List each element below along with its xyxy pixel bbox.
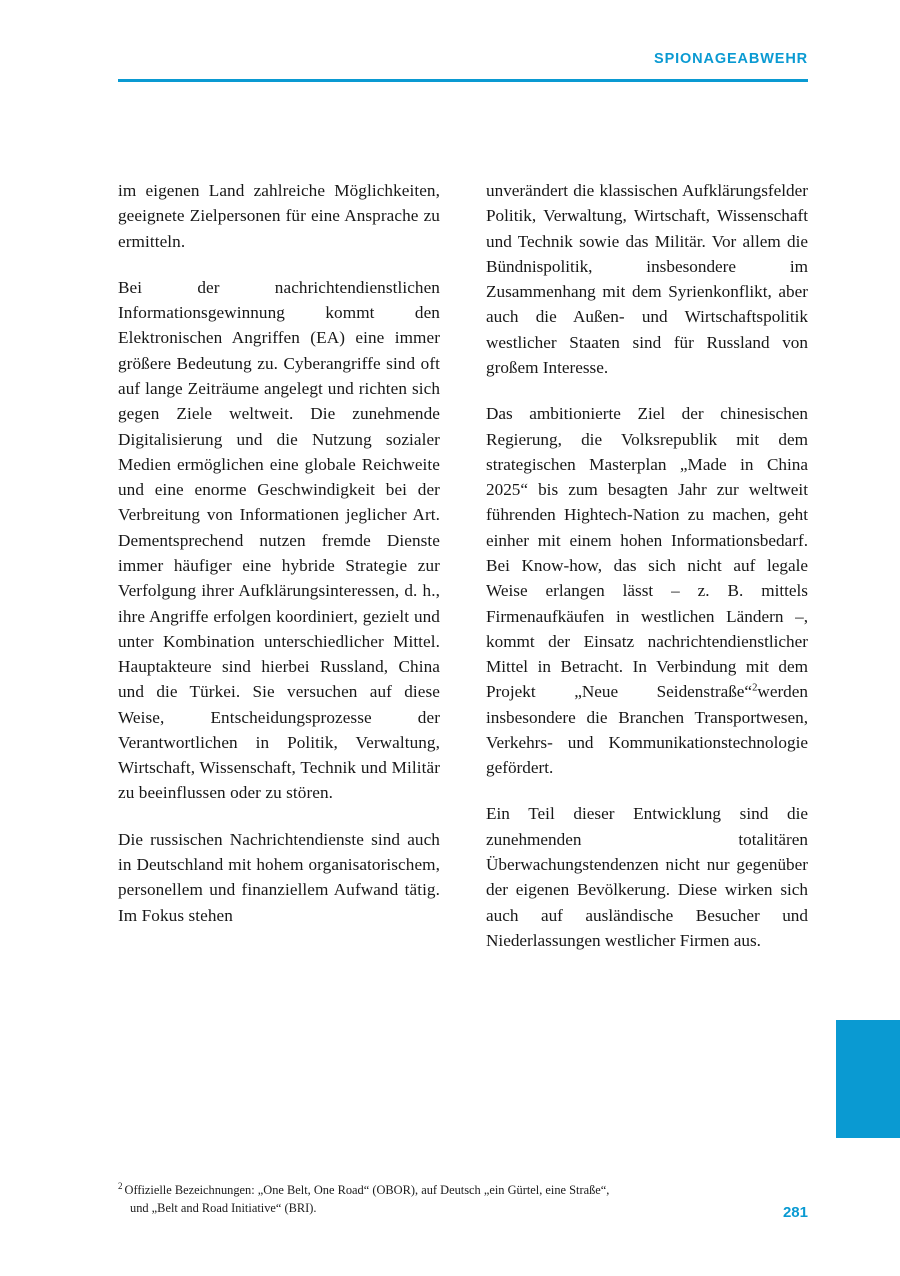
paragraph-with-footnote-ref <box>486 401 808 780</box>
footnote-line-1 <box>118 1180 808 1200</box>
paragraph: im eigenen Land zahlreiche Möglichkeiten, geeignete Zielpersonen für eine Ansprache zu ermitteln. <box>118 181 440 251</box>
header-divider <box>118 79 808 82</box>
paragraph-text-cont: werden insbesondere die Branchen Transportwesen, Verkehrs- und Kommunikationstechnologie gefördert. <box>486 682 808 778</box>
paragraph: Bei der nachrichtendienstlichen Informationsgewinnung kommt den Elektronischen Angriffen (EA) eine immer größere Bedeutung zu. Cyberangriffe sind oft auf lange Zeiträume angelegt und richten sich gegen Ziele weltweit. Die zunehmende Digitalisierung und die Nutzung sozialer Medien ermöglichen eine globale Reichweite und eine enorme Geschwindigkeit bei der Verbreitung von Informationen jeglicher Art. Dementsprechend nutzen fremde Dienste immer häufiger eine hybride Strategie zur Verfolgung ihrer Aufklärungsinteressen, d. h., ihre Angriffe erfolgen koordiniert, gezielt und unter Kombination unterschiedlicher Mittel. Hauptakteure sind hierbei Russland, China und die Türkei. Sie versuchen auf diese Weise, Entscheidungsprozesse der Verantwortlichen in Politik, Verwaltung, Wirtschaft, Wissenschaft, Technik und Militär zu beeinflussen oder zu stören. <box>118 277 440 803</box>
chapter-edge-marker <box>836 1020 900 1138</box>
paragraph: Die russischen Nachrichtendienste sind auch in Deutschland mit hohem organisatorischem, personellem und finanziellem Aufwand tätig. Im Fokus stehen <box>118 829 440 925</box>
header-title: SPIONAGEABWEHR <box>654 51 808 67</box>
column-left <box>118 178 440 953</box>
footnote-marker: 2 <box>118 1181 123 1191</box>
page-number: 281 <box>782 1204 808 1221</box>
footnote-reference: 2 <box>752 682 758 694</box>
paragraph-text: Das ambitionierte Ziel der chinesischen Regierung, die Volksrepublik mit dem strategischen Masterplan „Made in China 2025“ bis zum besagten Jahr zur weltweit führenden Hightech-Nation zu machen, geht einher mit einem hohen Informationsbedarf. Bei Know-how, das sich nicht auf legale Weise erlangen lässt – z. B. mittels Firmenaufkäufen in westlichen Ländern –, kommt der Einsatz nachrichtendienstlicher Mittel in Betracht. In Verbindung mit dem Projekt „Neue Seidenstraße“ <box>486 404 808 702</box>
footnote-line-2: und „Belt and Road Initiative“ (BRI). <box>130 1201 317 1216</box>
page-header <box>118 52 808 67</box>
footnote <box>118 1180 808 1218</box>
paragraph: Ein Teil dieser Entwicklung sind die zunehmenden totalitären Überwachungstendenzen nicht nur gegenüber der eigenen Bevölkerung. Diese wirken sich auch auf ausländische Besucher und Niederlassungen westlicher Firmen aus. <box>486 804 808 950</box>
paragraph: unverändert die klassischen Aufklärungsfelder Politik, Verwaltung, Wirtschaft, Wissenschaft und Technik sowie das Militär. Vor allem die Bündnispolitik, insbesondere im Zusammenhang mit dem Syrienkonflikt, aber auch die Außen- und Wirtschaftspolitik westlicher Staaten sind für Russland von großem Interesse. <box>486 181 808 377</box>
body-columns <box>118 178 808 953</box>
column-right <box>486 178 808 953</box>
footnote-text-1: Offizielle Bezeichnungen: „One Belt, One Road“ (OBOR), auf Deutsch „ein Gürtel, eine Straße“, <box>124 1183 610 1198</box>
